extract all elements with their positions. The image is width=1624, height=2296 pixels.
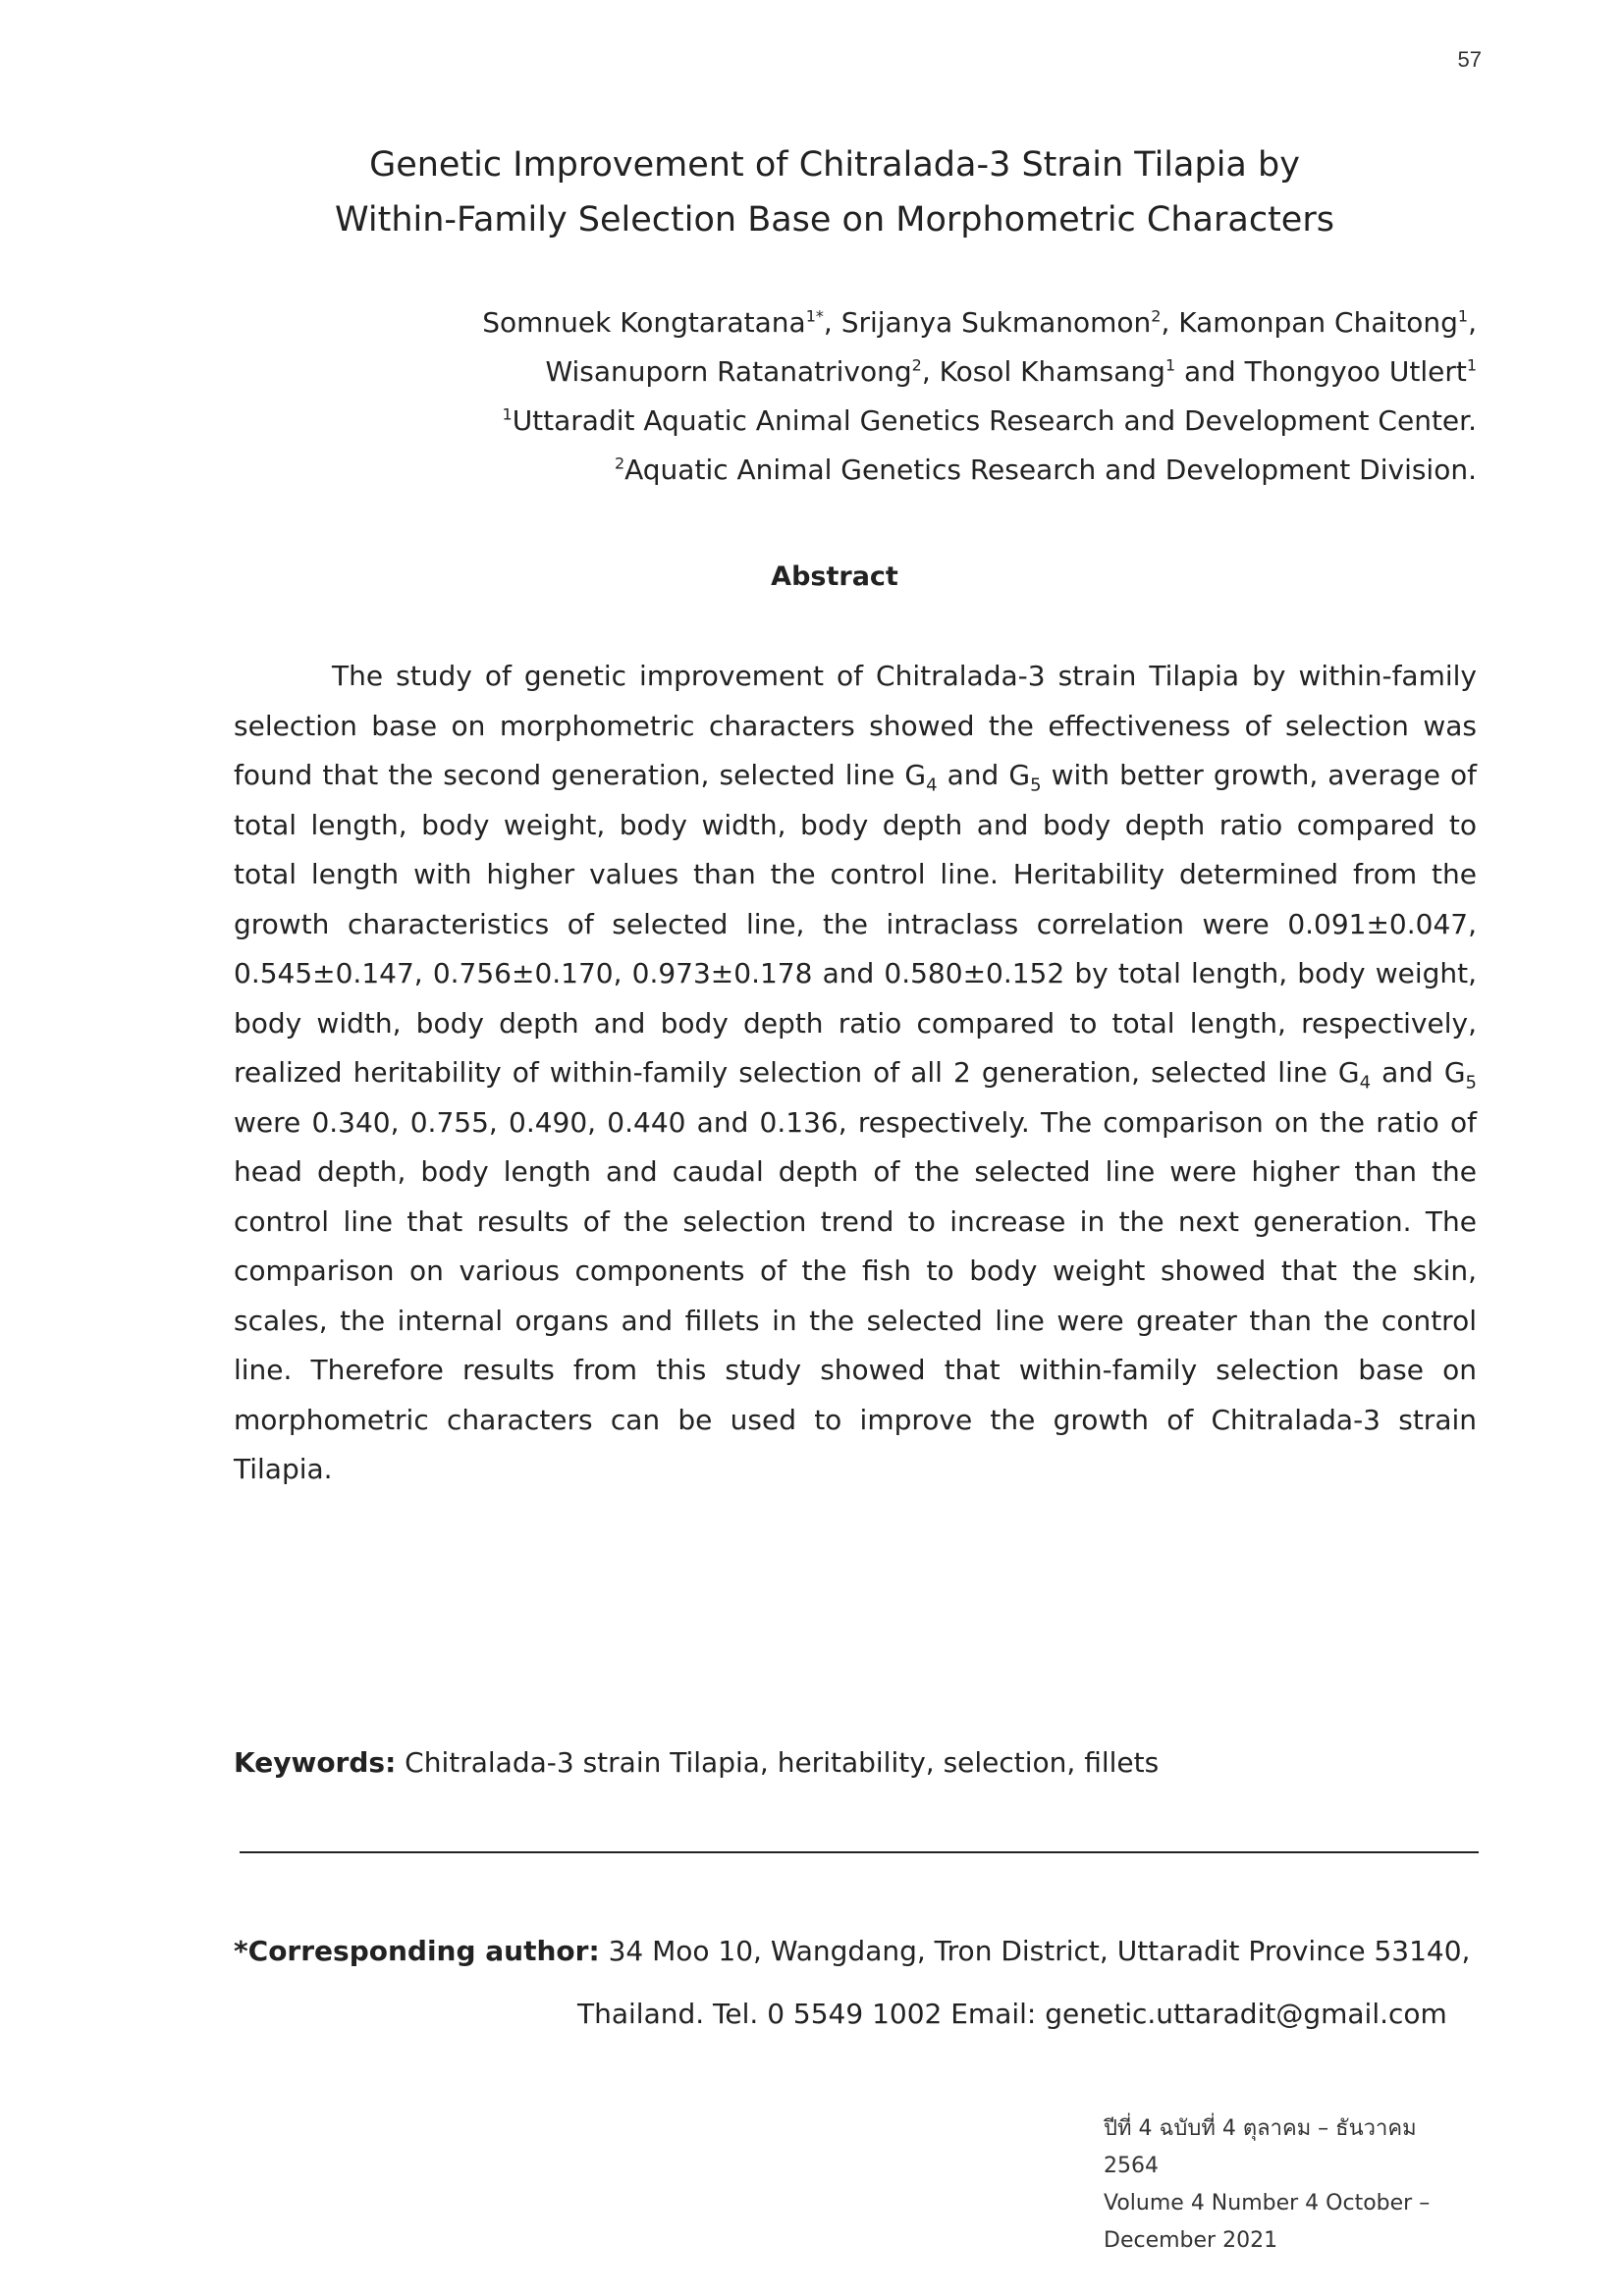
- abstract-body: [234, 652, 1477, 1495]
- affiliation-marker: 1: [502, 404, 513, 424]
- author-affiliation-marker: 1: [1466, 355, 1477, 375]
- authors-block: [298, 298, 1477, 495]
- affiliation-text: Uttaradit Aquatic Animal Genetics Research and Development Center.: [512, 404, 1477, 437]
- title-line-2: Within-Family Selection Base on Morphometric Characters: [335, 200, 1334, 240]
- authors-line-1: [298, 298, 1477, 347]
- keywords: [234, 1743, 1477, 1783]
- paper-title: [236, 137, 1434, 247]
- abstract-subscript: 5: [1465, 1072, 1477, 1094]
- author-affiliation-marker: 2: [1151, 306, 1162, 326]
- journal-footer: [789, 2110, 1477, 2260]
- author-affiliation-marker: 2: [911, 355, 922, 375]
- author-name: Srijanya Sukmanomon: [840, 306, 1152, 339]
- abstract-text: and G: [937, 759, 1031, 791]
- abstract-subscript: 4: [1359, 1072, 1372, 1094]
- author-name: Kamonpan Chaitong: [1178, 306, 1458, 339]
- author-separator: and: [1175, 355, 1245, 388]
- footnote-divider: [240, 1851, 1479, 1853]
- abstract-text: with better growth, average of total length, body weight, body width, body depth and body depth ratio compared to total length with higher values than the control line. Heritability determined from the growth characteristics of selected line, the intraclass correlation were 0.091±0.047, 0.545±0.147, 0.756±0.170, 0.973±0.178 and 0.580±0.152 by total length, body weight, body width, body depth and body depth ratio compared to total length, respectively, realized heritability of within-family selection of all 2 generation, selected line G: [234, 759, 1477, 1089]
- author-separator: ,: [1468, 306, 1477, 339]
- page-number: 57: [1457, 47, 1482, 72]
- author-name: Wisanuporn Ratanatrivong: [545, 355, 912, 388]
- corresponding-address-line-1: 34 Moo 10, Wangdang, Tron District, Uttaradit Province 53140,: [599, 1935, 1471, 1967]
- abstract-text: and G: [1371, 1056, 1466, 1089]
- authors-line-2: [298, 347, 1477, 397]
- footer-english-issue: Volume 4 Number 4 October – December 2021: [1104, 2191, 1431, 2253]
- footer-thai-issue: ปีที่ 4 ฉบับที่ 4 ตุลาคม – ธันวาคม 2564: [1104, 2116, 1417, 2178]
- author-name: Kosol Khamsang: [939, 355, 1165, 388]
- affiliation-2: [298, 446, 1477, 495]
- author-affiliation-marker: 1: [1164, 355, 1176, 375]
- abstract-text: were 0.340, 0.755, 0.490, 0.440 and 0.136, respectively. The comparison on the ratio of head depth, body length and caudal depth of the selected line were higher than the control line that results of the selection trend to increase in the next generation. The comparison on various components of the fish to body weight showed that the skin, scales, the internal organs and fillets in the selected line were greater than the control line. Therefore results from this study showed that within-family selection base on morphometric characters can be used to improve the growth of Chitralada-3 strain Tilapia.: [234, 1105, 1477, 1485]
- author-affiliation-marker: 1*: [805, 306, 824, 326]
- title-line-1: Genetic Improvement of Chitralada-3 Strain Tilapia by: [369, 145, 1300, 185]
- author-separator: ,: [921, 355, 940, 388]
- affiliation-text: Aquatic Animal Genetics Research and Development Division.: [624, 454, 1477, 486]
- affiliation-1: [298, 397, 1477, 446]
- abstract-heading: Abstract: [771, 561, 898, 592]
- author-separator: ,: [1161, 306, 1179, 339]
- author-name: Somnuek Kongtaratana: [482, 306, 806, 339]
- corresponding-author: [234, 1920, 1477, 2046]
- abstract-subscript: 4: [926, 774, 938, 796]
- affiliation-marker: 2: [614, 454, 625, 473]
- author-affiliation-marker: 1: [1457, 306, 1469, 326]
- abstract-text: The study of genetic improvement of Chitralada-3 strain Tilapia by within-family selection base on morphometric characters showed the effectiveness of selection was found that the second generation, selected line G: [234, 660, 1477, 791]
- author-separator: ,: [823, 306, 841, 339]
- keywords-label: Keywords:: [234, 1746, 397, 1779]
- author-name: Thongyoo Utlert: [1244, 355, 1467, 388]
- corresponding-author-label: *Corresponding author:: [234, 1935, 600, 1967]
- abstract-subscript: 5: [1030, 774, 1042, 796]
- keywords-text: Chitralada-3 strain Tilapia, heritability, selection, fillets: [396, 1746, 1160, 1779]
- corresponding-address-line-2: Thailand. Tel. 0 5549 1002 Email: genetic.uttaradit@gmail.com: [577, 1998, 1447, 2030]
